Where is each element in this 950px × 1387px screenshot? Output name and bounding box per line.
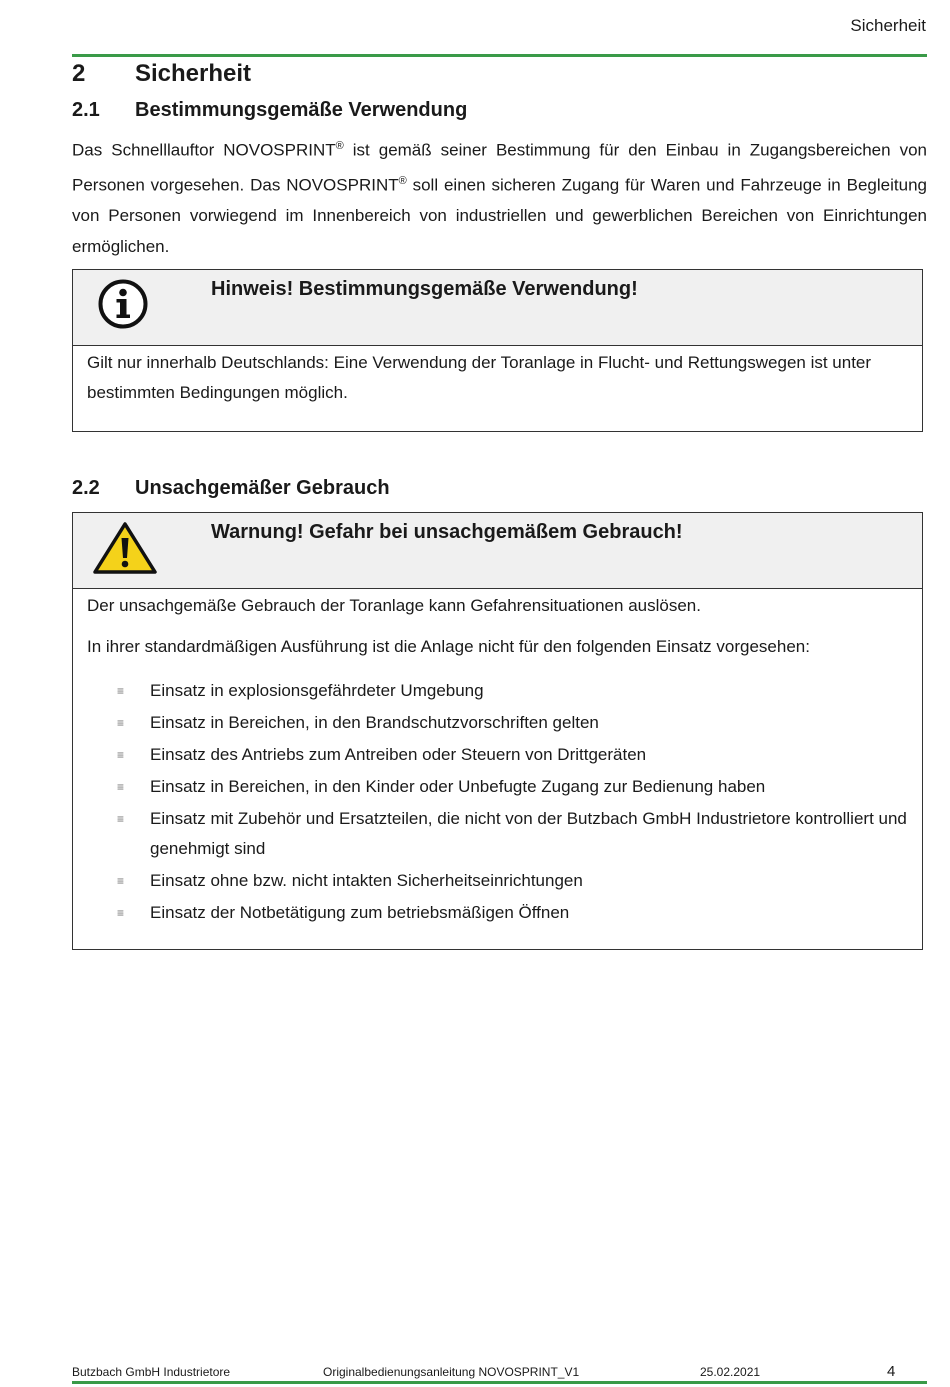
- bullet-icon: ≡: [117, 716, 125, 730]
- bullet-icon: ≡: [117, 874, 125, 888]
- list-item: ≡ Einsatz ohne bzw. nicht intakten Sicherheitseinrichtungen: [87, 866, 908, 896]
- section-number: 2.2: [72, 477, 100, 499]
- chapter-title: Sicherheit: [135, 60, 252, 87]
- warning-box-header: [73, 513, 922, 589]
- section-heading-2-1: [72, 99, 467, 122]
- page-number: 4: [887, 1363, 896, 1380]
- list-item: ≡ Einsatz mit Zubehör und Ersatzteilen, die nicht von der Butzbach GmbH Industrietore kontrolliert und genehmigt sind: [87, 804, 908, 864]
- footer-date: 25.02.2021: [700, 1365, 761, 1379]
- chapter-number: 2: [72, 60, 86, 87]
- bullet-icon: ≡: [117, 780, 125, 794]
- section-title: Unsachgemäßer Gebrauch: [135, 477, 390, 499]
- list-item: ≡ Einsatz in explosionsgefährdeter Umgebung: [87, 676, 908, 706]
- section-number: 2.1: [72, 99, 100, 121]
- bullet-icon: ≡: [117, 812, 125, 826]
- list-item: ≡ Einsatz in Bereichen, in den Kinder oder Unbefugte Zugang zur Bedienung haben: [87, 772, 908, 802]
- notice-box-header: [73, 270, 922, 346]
- bottom-rule: [72, 1381, 927, 1384]
- bullet-icon: ≡: [117, 906, 125, 920]
- list-item: ≡ Einsatz in Bereichen, in den Brandschutzvorschriften gelten: [87, 708, 908, 738]
- top-rule: [72, 54, 927, 57]
- warning-text-1: Der unsachgemäße Gebrauch der Toranlage kann Gefahrensituationen auslösen.: [87, 596, 701, 615]
- section-title: Bestimmungsgemäße Verwendung: [135, 99, 468, 121]
- warning-box: [72, 512, 923, 950]
- notice-title: Hinweis! Bestimmungsgemäße Verwendung!: [211, 278, 638, 300]
- warning-text-2: In ihrer standardmäßigen Ausführung ist die Anlage nicht für den folgenden Einsatz vorgesehen:: [87, 637, 810, 656]
- list-item: ≡ Einsatz des Antriebs zum Antreiben oder Steuern von Drittgeräten: [87, 740, 908, 770]
- warning-icon: [92, 521, 158, 580]
- running-head: Sicherheit: [850, 16, 926, 35]
- bullet-icon: ≡: [117, 684, 125, 698]
- prohibited-use-list: [87, 676, 908, 928]
- info-icon: [97, 278, 149, 335]
- notice-box: [72, 269, 923, 432]
- intended-use-paragraph: Das Schnelllauftor NOVOSPRINT® ist gemäß seiner Bestimmung für den Einbau in Zugangsbereichen von Personen vorgesehen. Das NOVOSPRINT® soll einen sicheren Zugang für Waren und Fahrzeuge in Begleitung von Personen vorwiegend im Innenbereich von industriellen und gewerblichen Bereichen von Einrichtungen ermöglichen.: [72, 140, 927, 257]
- chapter-heading: [72, 60, 251, 88]
- section-heading-2-2: [72, 477, 390, 500]
- list-item: ≡ Einsatz der Notbetätigung zum betriebsmäßigen Öffnen: [87, 898, 908, 928]
- bullet-icon: ≡: [117, 748, 125, 762]
- warning-title: Warnung! Gefahr bei unsachgemäßem Gebrauch!: [211, 521, 683, 543]
- notice-text: Gilt nur innerhalb Deutschlands: Eine Verwendung der Toranlage in Flucht- und Rettungswegen ist unter bestimmten Bedingungen möglich.: [87, 353, 872, 402]
- footer-document: Originalbedienungsanleitung NOVOSPRINT_V1: [323, 1365, 580, 1379]
- footer-company: Butzbach GmbH Industrietore: [72, 1365, 231, 1379]
